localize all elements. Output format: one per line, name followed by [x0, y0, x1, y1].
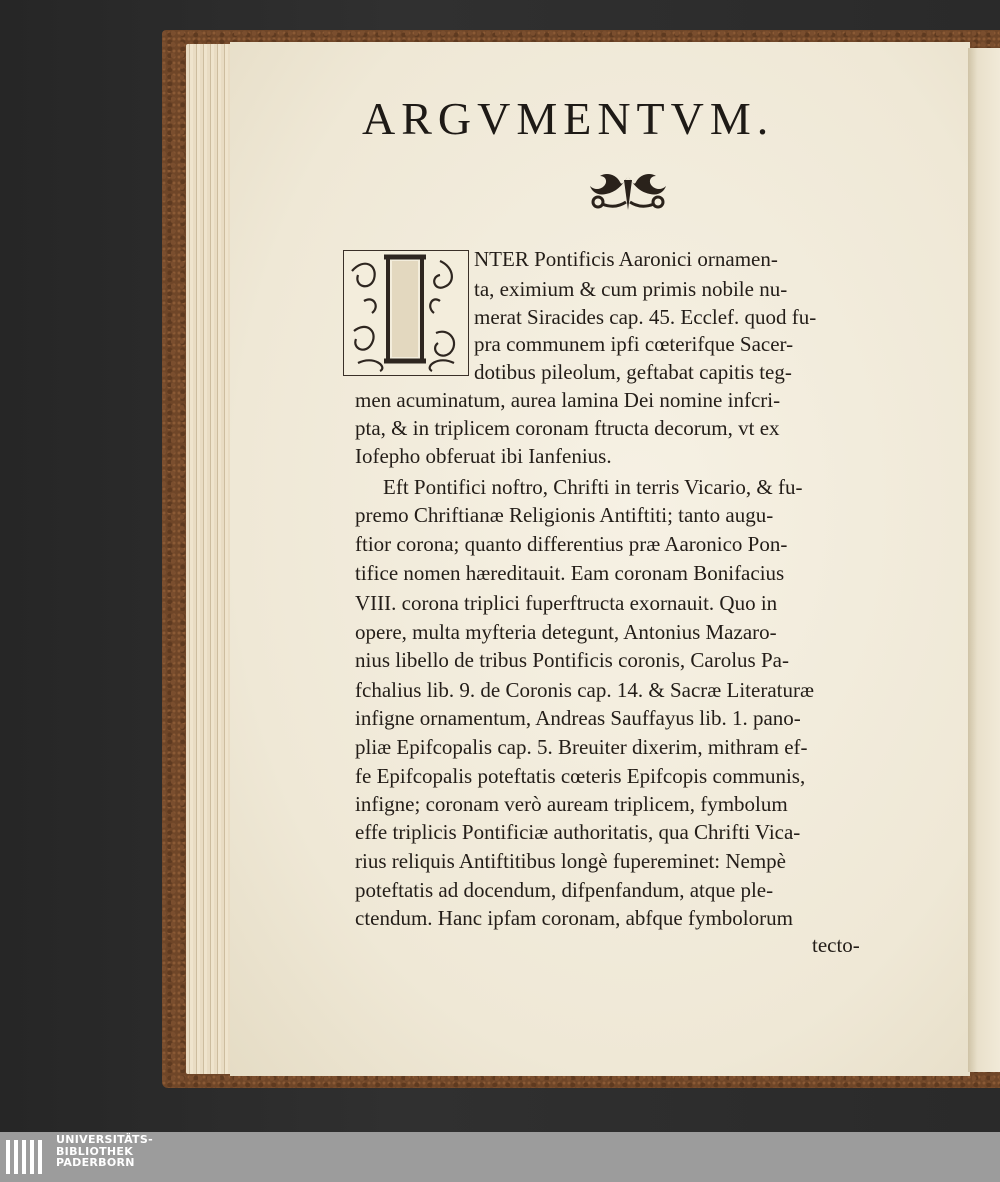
text-line: Eft Pontifici noftro, Chrifti in terris Vicario, & fu- [383, 475, 803, 499]
decorated-initial-icon [343, 250, 469, 376]
text-line: tifice nomen hæreditauit. Eam coronam Bonifacius [355, 561, 785, 585]
text-line: premo Chriftianæ Religionis Antiftiti; tanto augu- [355, 503, 774, 527]
text-line: ta, eximium & cum primis nobile nu- [474, 277, 788, 301]
text-line: fe Epifcopalis poteftatis cœteris Epifcopis communis, [355, 764, 806, 788]
library-logo-icon [4, 1134, 50, 1180]
fleuron-ornament-icon [586, 170, 670, 212]
text-line: infigne; coronam verò auream triplicem, fymbolum [355, 792, 788, 816]
text-line: VIII. corona triplici fuperftructa exornauit. Quo in [355, 591, 778, 615]
page-edges [186, 44, 232, 1074]
library-logo-text [56, 1134, 153, 1169]
text-line: poteftatis ad docendum, difpenfandum, atque ple- [355, 878, 774, 902]
text-line: effe triplicis Pontificiæ authoritatis, qua Chrifti Vica- [355, 820, 801, 844]
facing-page [968, 48, 1000, 1072]
text-line: pra communem ipfi cœterifque Sacer- [474, 332, 794, 356]
text-line: merat Siracides cap. 45. Ecclef. quod fu- [474, 305, 817, 329]
page-title: ARGVMENTVM. [362, 93, 775, 144]
text-line: dotibus pileolum, geftabat capitis teg- [474, 360, 792, 384]
text-line: ftior corona; quanto differentius præ Aaronico Pon- [355, 532, 788, 556]
text-line: ctendum. Hanc ipfam coronam, abfque fymbolorum [355, 906, 793, 930]
text-line: opere, multa myfteria detegunt, Antonius Mazaro- [355, 620, 777, 644]
logo-line: BIBLIOTHEK [56, 1144, 134, 1158]
catchword: tecto- [812, 933, 860, 957]
text-line: NTER Pontificis Aaronici ornamen- [474, 247, 778, 271]
text-line: pliæ Epifcopalis cap. 5. Breuiter dixerim, mithram ef- [355, 735, 808, 759]
text-line: nius libello de tribus Pontificis coronis, Carolus Pa- [355, 648, 789, 672]
text-line: infigne ornamentum, Andreas Sauffayus lib. 1. pano- [355, 706, 801, 730]
text-line: Iofepho obferuat ibi Ianfenius. [355, 444, 612, 468]
text-line: men acuminatum, aurea lamina Dei nomine infcri- [355, 388, 781, 412]
logo-line: UNIVERSITÄTS- [56, 1133, 153, 1146]
text-line: fchalius lib. 9. de Coronis cap. 14. & Sacræ Literaturæ [355, 678, 814, 702]
text-line: pta, & in triplicem coronam ftructa decorum, vt ex [355, 416, 780, 440]
logo-line: PADERBORN [56, 1156, 135, 1169]
text-line: rius reliquis Antiftitibus longè fupereminet: Nempè [355, 849, 787, 873]
